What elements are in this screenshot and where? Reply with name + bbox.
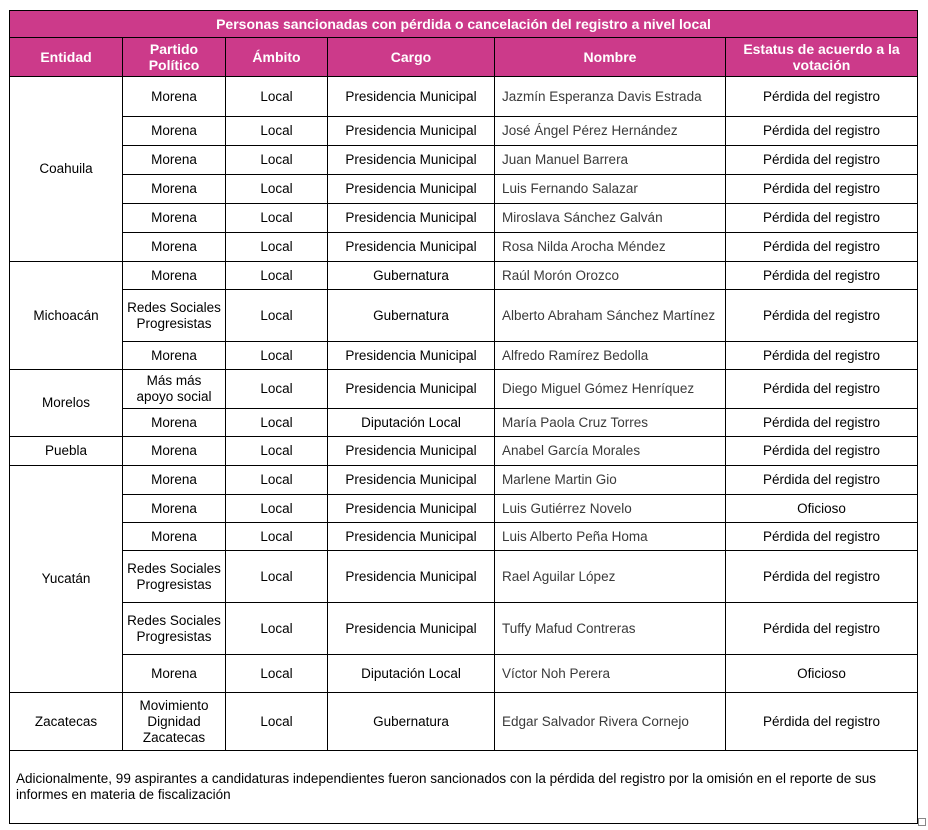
estatus-cell: Pérdida del registro — [726, 603, 918, 655]
estatus-cell: Pérdida del registro — [726, 146, 918, 175]
ambito-cell: Local — [226, 409, 328, 437]
nombre-cell: Marlene Martin Gio — [495, 466, 726, 495]
table-row — [10, 204, 918, 233]
ambito-cell: Local — [226, 262, 328, 290]
table-row — [10, 117, 918, 146]
partido-cell: Morena — [123, 655, 226, 693]
nombre-cell: Alfredo Ramírez Bedolla — [495, 342, 726, 370]
partido-cell: Morena — [123, 204, 226, 233]
partido-cell: Morena — [123, 262, 226, 290]
nombre-cell: Víctor Noh Perera — [495, 655, 726, 693]
cargo-cell: Gubernatura — [328, 693, 495, 751]
ambito-cell: Local — [226, 655, 328, 693]
table-row — [10, 290, 918, 342]
partido-cell: Morena — [123, 117, 226, 146]
nombre-cell: José Ángel Pérez Hernández — [495, 117, 726, 146]
table-row — [10, 409, 918, 437]
ambito-cell: Local — [226, 551, 328, 603]
estatus-cell: Pérdida del registro — [726, 466, 918, 495]
estatus-cell: Pérdida del registro — [726, 409, 918, 437]
nombre-cell: Anabel García Morales — [495, 437, 726, 466]
estatus-cell: Pérdida del registro — [726, 551, 918, 603]
table-row — [10, 523, 918, 551]
estatus-cell: Pérdida del registro — [726, 693, 918, 751]
partido-cell: Morena — [123, 437, 226, 466]
cargo-cell: Gubernatura — [328, 290, 495, 342]
ambito-cell: Local — [226, 523, 328, 551]
table-row — [10, 693, 918, 751]
nombre-cell: María Paola Cruz Torres — [495, 409, 726, 437]
entidad-cell: Zacatecas — [10, 693, 123, 751]
estatus-cell: Pérdida del registro — [726, 117, 918, 146]
cargo-cell: Presidencia Municipal — [328, 370, 495, 409]
partido-cell: Redes Sociales Progresistas — [123, 551, 226, 603]
estatus-cell: Pérdida del registro — [726, 77, 918, 117]
table-row — [10, 466, 918, 495]
estatus-cell: Pérdida del registro — [726, 175, 918, 204]
cargo-cell: Presidencia Municipal — [328, 437, 495, 466]
ambito-cell: Local — [226, 693, 328, 751]
partido-cell: Morena — [123, 495, 226, 523]
cargo-cell: Presidencia Municipal — [328, 146, 495, 175]
estatus-cell: Oficioso — [726, 655, 918, 693]
partido-cell: Morena — [123, 466, 226, 495]
table-row — [10, 551, 918, 603]
nombre-cell: Edgar Salvador Rivera Cornejo — [495, 693, 726, 751]
cargo-cell: Gubernatura — [328, 262, 495, 290]
ambito-cell: Local — [226, 233, 328, 262]
cargo-cell: Presidencia Municipal — [328, 603, 495, 655]
sanctions-table — [9, 10, 918, 824]
partido-cell: Morena — [123, 409, 226, 437]
estatus-cell: Pérdida del registro — [726, 523, 918, 551]
nombre-cell: Rosa Nilda Arocha Méndez — [495, 233, 726, 262]
partido-cell: Redes Sociales Progresistas — [123, 290, 226, 342]
partido-cell: Morena — [123, 523, 226, 551]
estatus-cell: Pérdida del registro — [726, 342, 918, 370]
column-header-partido: Partido Político — [123, 38, 226, 77]
table-row — [10, 655, 918, 693]
ambito-cell: Local — [226, 466, 328, 495]
nombre-cell: Jazmín Esperanza Davis Estrada — [495, 77, 726, 117]
nombre-cell: Tuffy Mafud Contreras — [495, 603, 726, 655]
cargo-cell: Diputación Local — [328, 655, 495, 693]
cargo-cell: Presidencia Municipal — [328, 495, 495, 523]
nombre-cell: Luis Fernando Salazar — [495, 175, 726, 204]
table-title: Personas sancionadas con pérdida o cancelación del registro a nivel local — [10, 11, 918, 38]
ambito-cell: Local — [226, 290, 328, 342]
nombre-cell: Juan Manuel Barrera — [495, 146, 726, 175]
partido-cell: Movimiento Dignidad Zacatecas — [123, 693, 226, 751]
entidad-cell: Puebla — [10, 437, 123, 466]
nombre-cell: Raúl Morón Orozco — [495, 262, 726, 290]
entidad-cell: Michoacán — [10, 262, 123, 370]
resize-handle-icon — [918, 818, 926, 826]
estatus-cell: Pérdida del registro — [726, 262, 918, 290]
cargo-cell: Presidencia Municipal — [328, 466, 495, 495]
estatus-cell: Oficioso — [726, 495, 918, 523]
nombre-cell: Rael Aguilar López — [495, 551, 726, 603]
ambito-cell: Local — [226, 146, 328, 175]
entidad-cell: Coahuila — [10, 77, 123, 262]
column-header-nombre: Nombre — [495, 38, 726, 77]
column-header-estatus: Estatus de acuerdo a la votación — [726, 38, 918, 77]
table-row — [10, 233, 918, 262]
ambito-cell: Local — [226, 370, 328, 409]
table-row — [10, 175, 918, 204]
cargo-cell: Presidencia Municipal — [328, 523, 495, 551]
ambito-cell: Local — [226, 175, 328, 204]
cargo-cell: Diputación Local — [328, 409, 495, 437]
nombre-cell: Diego Miguel Gómez Henríquez — [495, 370, 726, 409]
partido-cell: Morena — [123, 175, 226, 204]
ambito-cell: Local — [226, 77, 328, 117]
nombre-cell: Miroslava Sánchez Galván — [495, 204, 726, 233]
nombre-cell: Luis Gutiérrez Novelo — [495, 495, 726, 523]
table-row — [10, 603, 918, 655]
table-row — [10, 437, 918, 466]
table-row — [10, 146, 918, 175]
ambito-cell: Local — [226, 342, 328, 370]
table-row — [10, 342, 918, 370]
cargo-cell: Presidencia Municipal — [328, 175, 495, 204]
nombre-cell: Luis Alberto Peña Homa — [495, 523, 726, 551]
table-row — [10, 262, 918, 290]
ambito-cell: Local — [226, 117, 328, 146]
column-header-entidad: Entidad — [10, 38, 123, 77]
cargo-cell: Presidencia Municipal — [328, 233, 495, 262]
table-row — [10, 370, 918, 409]
table-body — [10, 77, 918, 751]
estatus-cell: Pérdida del registro — [726, 233, 918, 262]
partido-cell: Morena — [123, 342, 226, 370]
table-row — [10, 77, 918, 117]
estatus-cell: Pérdida del registro — [726, 290, 918, 342]
nombre-cell: Alberto Abraham Sánchez Martínez — [495, 290, 726, 342]
partido-cell: Morena — [123, 146, 226, 175]
ambito-cell: Local — [226, 437, 328, 466]
table-row — [10, 495, 918, 523]
partido-cell: Morena — [123, 77, 226, 117]
ambito-cell: Local — [226, 603, 328, 655]
ambito-cell: Local — [226, 204, 328, 233]
column-header-cargo: Cargo — [328, 38, 495, 77]
ambito-cell: Local — [226, 495, 328, 523]
estatus-cell: Pérdida del registro — [726, 204, 918, 233]
estatus-cell: Pérdida del registro — [726, 437, 918, 466]
partido-cell: Morena — [123, 233, 226, 262]
entidad-cell: Morelos — [10, 370, 123, 437]
cargo-cell: Presidencia Municipal — [328, 204, 495, 233]
footnote: Adicionalmente, 99 aspirantes a candidaturas independientes fueron sancionados con la pérdida del registro por la omisión en el reporte de sus informes en materia de fiscalización — [10, 751, 918, 824]
cargo-cell: Presidencia Municipal — [328, 117, 495, 146]
cargo-cell: Presidencia Municipal — [328, 342, 495, 370]
entidad-cell: Yucatán — [10, 466, 123, 693]
column-header-ambito: Ámbito — [226, 38, 328, 77]
estatus-cell: Pérdida del registro — [726, 370, 918, 409]
partido-cell: Redes Sociales Progresistas — [123, 603, 226, 655]
cargo-cell: Presidencia Municipal — [328, 77, 495, 117]
partido-cell: Más más apoyo social — [123, 370, 226, 409]
cargo-cell: Presidencia Municipal — [328, 551, 495, 603]
